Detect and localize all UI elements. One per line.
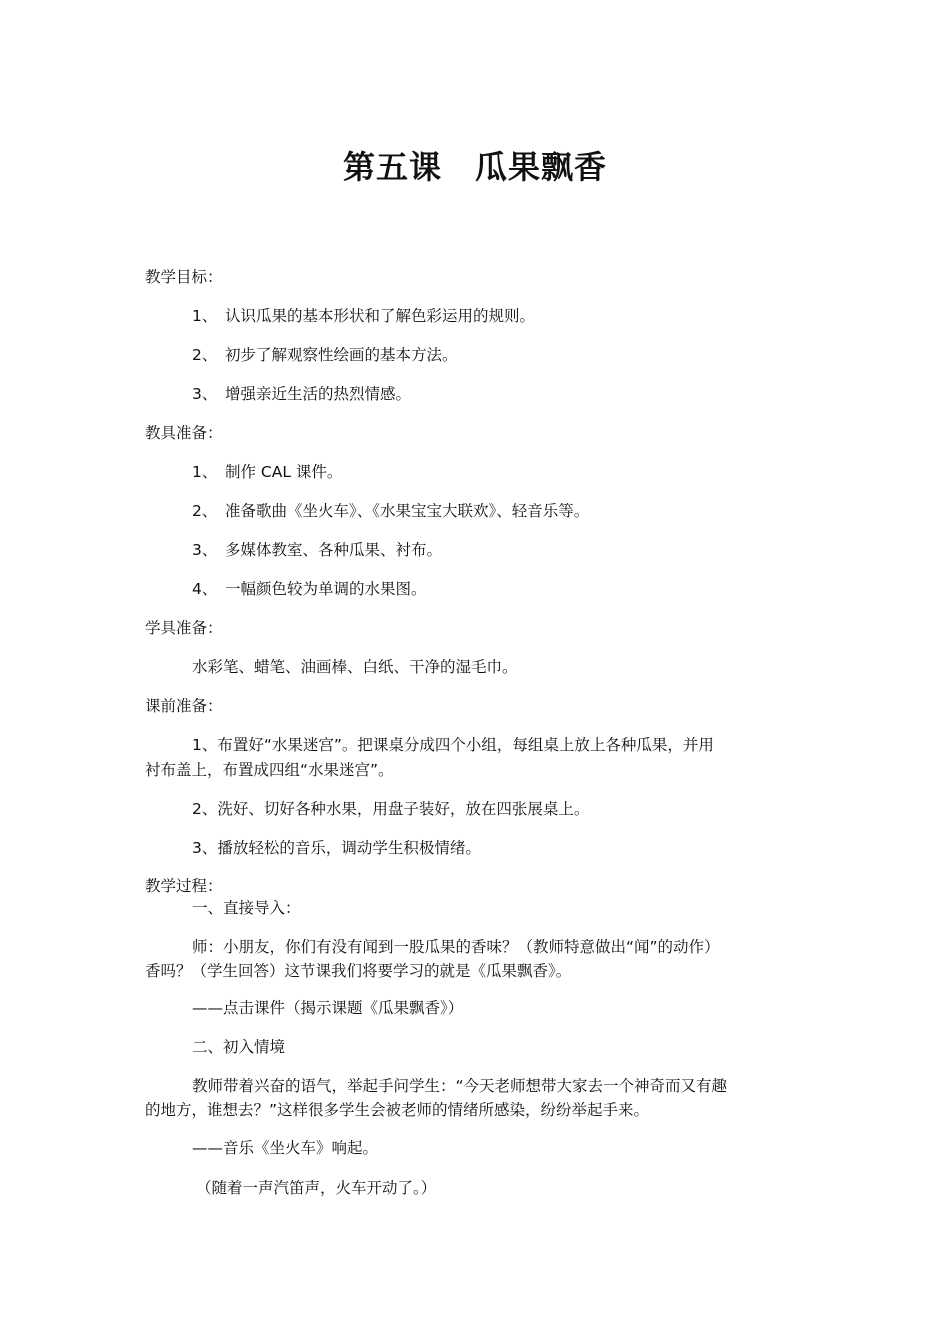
preparation-item-3: 3、播放轻松的音乐，调动学生积极情绪。 (192, 839, 481, 857)
preparation-item-1-line2: 衬布盖上，布置成四组“水果迷宫”。 (145, 761, 394, 779)
list-item (192, 577, 872, 601)
process-section-1: 一、直接导入： (192, 899, 301, 917)
list-item (192, 304, 872, 328)
process-paragraph-4: ——音乐《坐火车》响起。 (192, 1139, 379, 1157)
list-item-text: 一幅颜色较为单调的水果图。 (225, 580, 427, 598)
process-paragraph-5: （随着一声汽笛声，火车开动了。） (196, 1179, 437, 1197)
process-paragraph-1-line2: 香吗？（学生回答）这节课我们将要学习的就是《瓜果飘香》。 (145, 962, 572, 980)
list-item-number: 2、 (192, 346, 218, 364)
preparation-item-2: 2、洗好、切好各种水果，用盘子装好，放在四张展桌上。 (192, 800, 590, 818)
list-item-number: 3、 (192, 541, 218, 559)
list-item (192, 382, 872, 406)
list-item-number: 4、 (192, 580, 218, 598)
process-paragraph-1-line1: 师：小朋友，你们有没有闻到一股瓜果的香味？（教师特意做出“闻”的动作） (192, 938, 720, 956)
process-section-2: 二、初入情境 (192, 1038, 286, 1056)
student-tools-heading: 学具准备： (145, 619, 223, 637)
teaching-tools-heading: 教具准备： (145, 424, 223, 442)
list-item-number: 3、 (192, 385, 218, 403)
list-item-text: 初步了解观察性绘画的基本方法。 (225, 346, 458, 364)
list-item-number: 1、 (192, 463, 218, 481)
objectives-heading: 教学目标： (145, 268, 223, 286)
preparation-heading: 课前准备： (145, 697, 223, 715)
process-paragraph-3-line1: 教师带着兴奋的语气，举起手问学生：“今天老师想带大家去一个神奇而又有趣 (192, 1077, 728, 1095)
process-paragraph-3-line2: 的地方，谁想去？”这样很多学生会被老师的情绪所感染，纷纷举起手来。 (145, 1101, 650, 1119)
list-item-number: 1、 (192, 307, 218, 325)
list-item-text: 制作 CAL 课件。 (225, 463, 343, 481)
list-item-text: 多媒体教室、各种瓜果、衬布。 (225, 541, 443, 559)
preparation-item-1-line1: 1、布置好“水果迷宫”。把课桌分成四个小组，每组桌上放上各种瓜果，并用 (192, 736, 714, 754)
student-tools-text: 水彩笔、蜡笔、油画棒、白纸、干净的湿毛巾。 (192, 658, 518, 676)
list-item (192, 460, 872, 484)
page-title: 第五课 瓜果飘香 (342, 148, 607, 186)
list-item (192, 499, 872, 523)
process-heading: 教学过程： (145, 877, 223, 895)
list-item-text: 认识瓜果的基本形状和了解色彩运用的规则。 (225, 307, 536, 325)
list-item (192, 343, 872, 367)
list-item-text: 增强亲近生活的热烈情感。 (225, 385, 412, 403)
list-item (192, 538, 872, 562)
list-item-text: 准备歌曲《坐火车》、《水果宝宝大联欢》、轻音乐等。 (225, 502, 590, 520)
process-paragraph-2: ——点击课件（揭示课题《瓜果飘香》） (192, 999, 464, 1017)
list-item-number: 2、 (192, 502, 218, 520)
